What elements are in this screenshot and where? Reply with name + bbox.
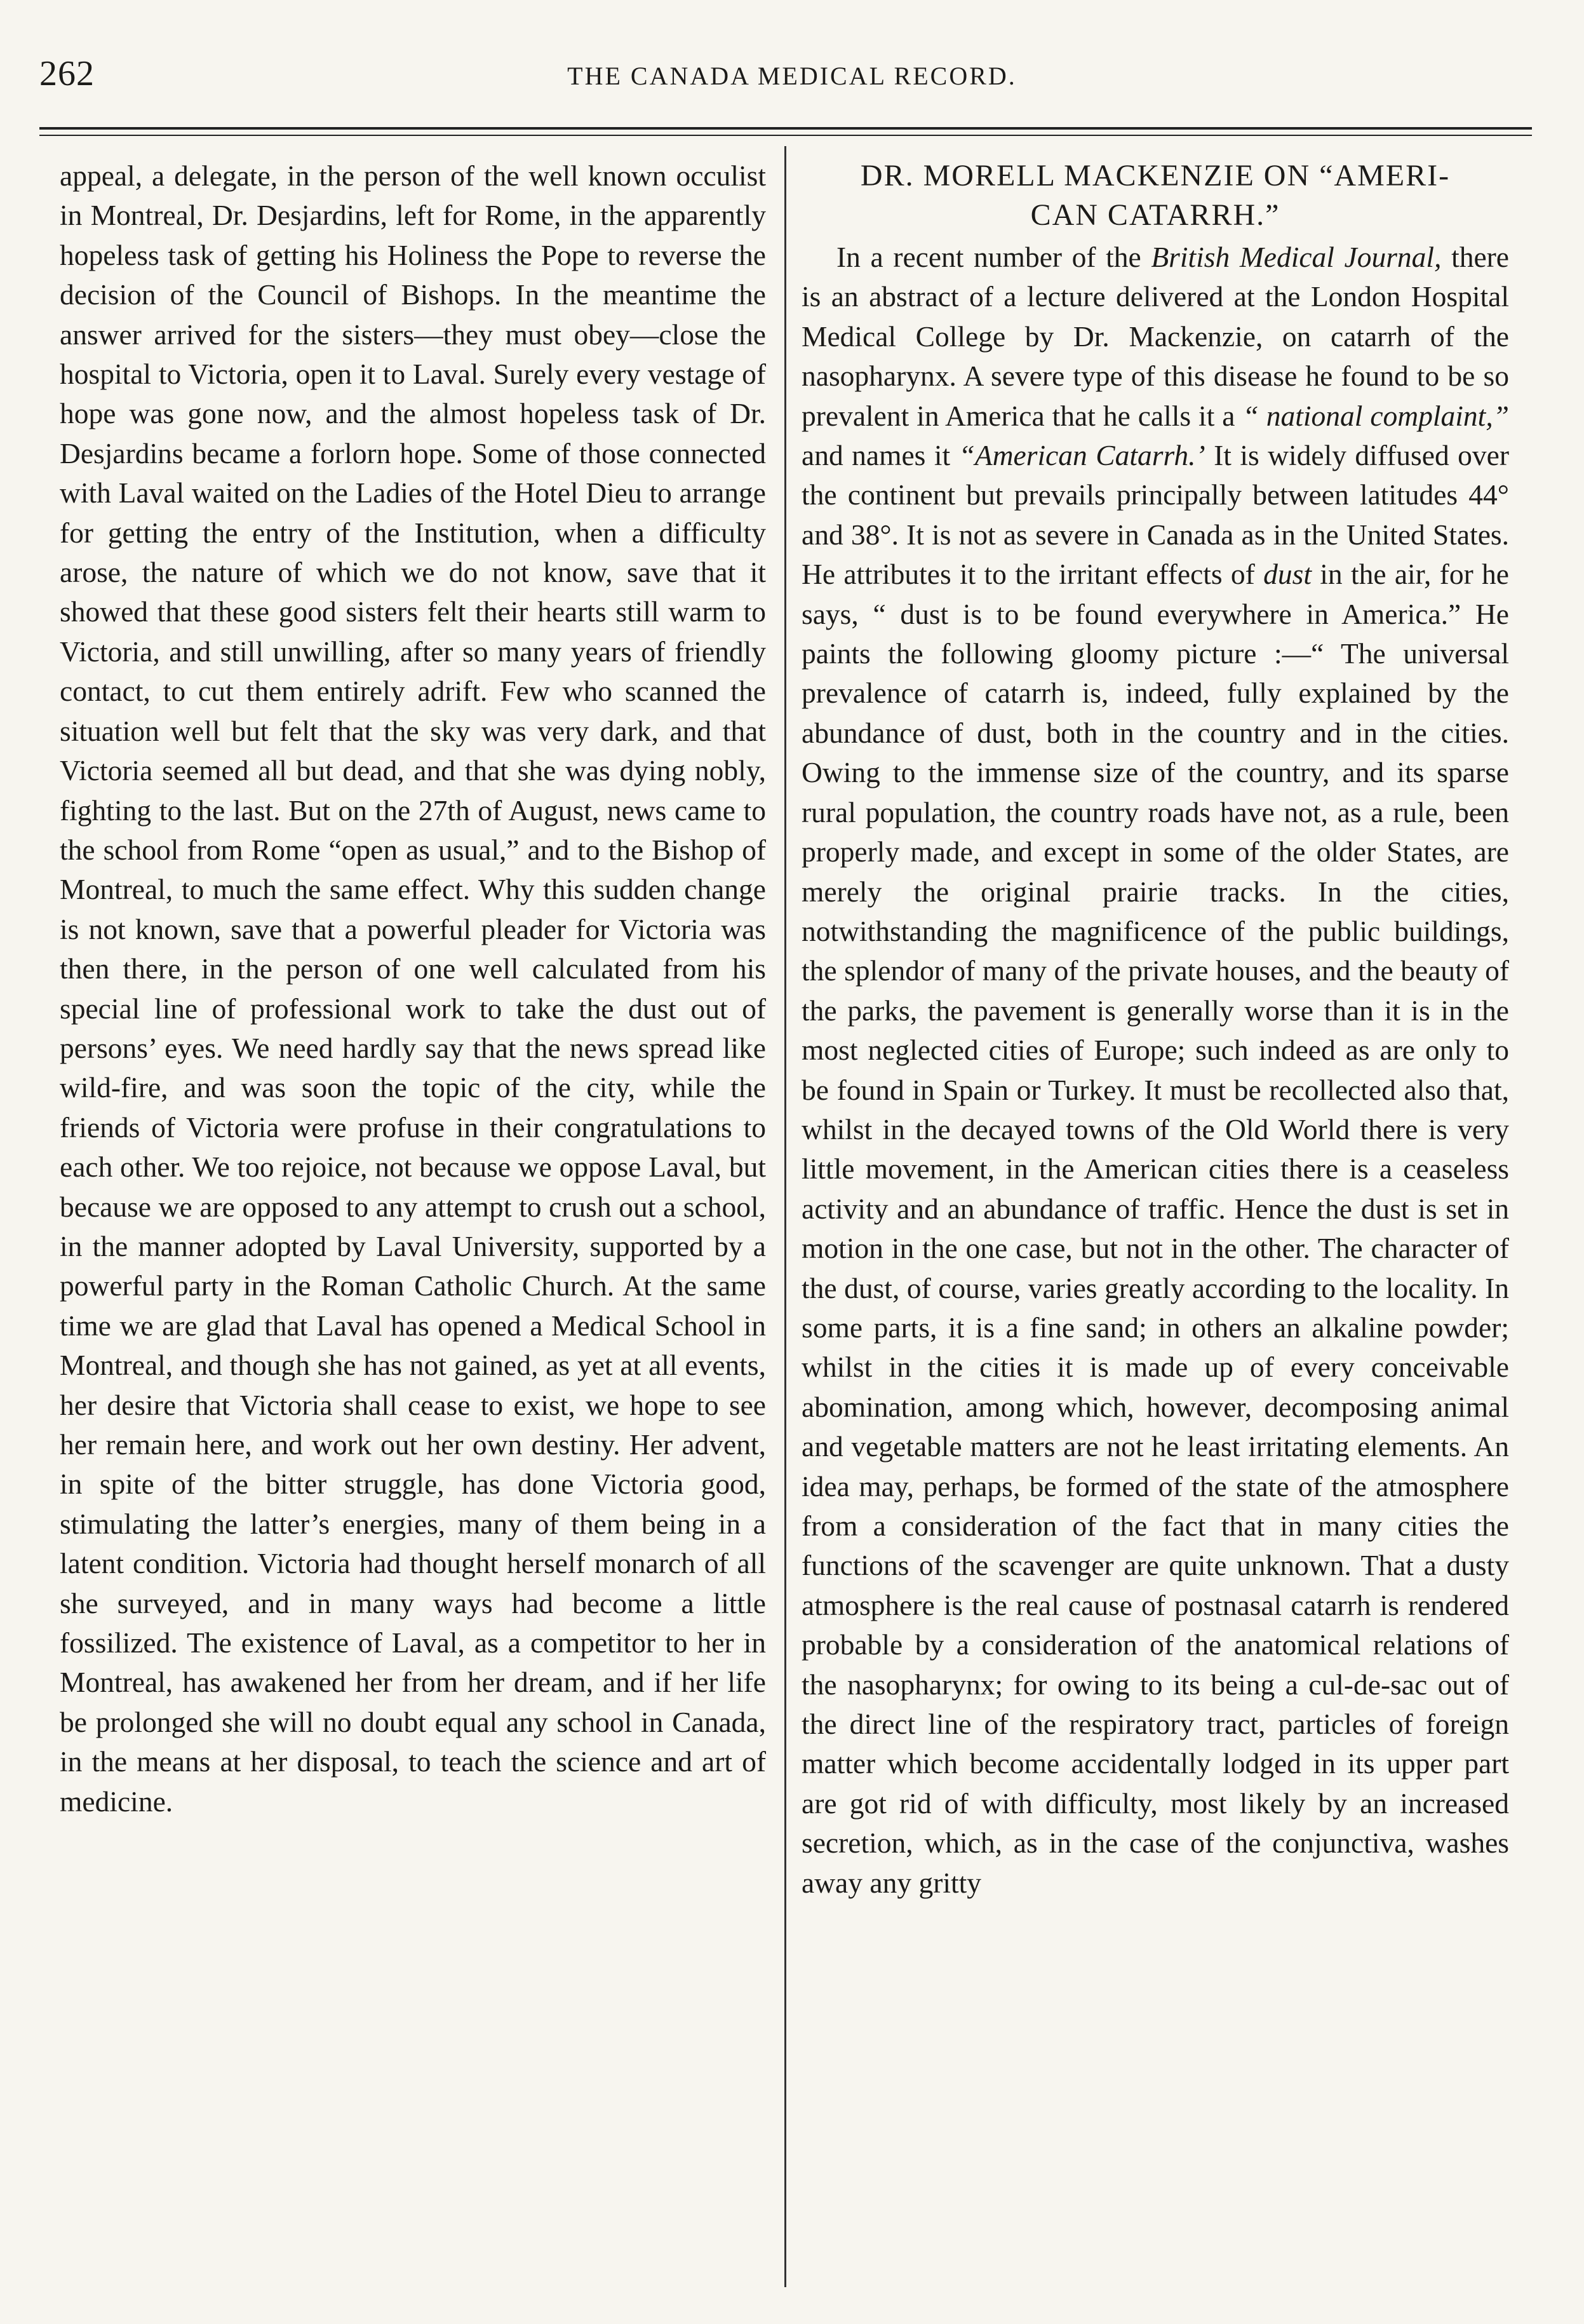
left-column <box>60 156 766 1821</box>
article-heading-line-2: CAN CATARRH.” <box>1030 198 1280 232</box>
article-text-c: and names it <box>802 439 959 472</box>
running-title: THE CANADA MEDICAL RECORD. <box>567 62 1017 90</box>
right-column <box>802 156 1509 1903</box>
page-number: 262 <box>39 54 95 93</box>
journal-title: British Medical Journal, <box>1151 241 1442 273</box>
article-text-d: It is widely diffused over the continent but prevails principally between latitudes 44° and 38°. It is not as severe in Canada as in the United States. He attributes it to the irritant effects of <box>802 439 1509 591</box>
left-paragraph: appeal, a delegate, in the person of the well known occulist in Montreal, Dr. Desjardins, left for Rome, in the apparently hopeless task of getting his Holiness the Pope to reverse the decision of the Council of Bishops. In the meantime the answer arrived for the sisters—they must obey—close the hospital to Victoria, open it to Laval. Surely every vestage of hope was gone now, and the almost hopeless task of Dr. Desjardins became a forlorn hope. Some of those connected with Laval waited on the Ladies of the Hotel Dieu to arrange for getting the entry of the Institution, when a difficulty arose, the nature of which we do not know, save that it showed that these good sisters felt their hearts still warm to Victoria, and still unwilling, after so many years of friendly contact, to cut them entirely adrift. Few who scanned the situation well but felt that the sky was very dark, and that Victoria seemed all but dead, and that she was dying nobly, fighting to the last. But on the 27th of August, news came to the school from Rome “open as usual,” and to the Bishop of Montreal, to much the same effect. Why this sudden change is not known, save that a powerful pleader for Victoria was then there, in the person of one well calculated from his special line of professional work to take the dust out of persons’ eyes. We need hardly say that the news spread like wild-fire, and was soon the topic of the city, while the friends of Victoria were profuse in their congratulations to each other. We too rejoice, not because we oppose Laval, but because we are opposed to any attempt to crush out a school, in the manner adopted by Laval University, supported by a powerful party in the Roman Catholic Church. At the same time we are glad that Laval has opened a Medical School in Montreal, and though she has not gained, as yet at all events, her desire that Victoria shall cease to exist, we hope to see her remain here, and work out her own destiny. Her advent, in spite of the bitter struggle, has done Victoria good, stimulating the latter’s energies, many of them being in a latent condition. Victoria had thought herself monarch of all she surveyed, and in many ways had become a little fossilized. The existence of Laval, as a competitor to her in Montreal, has awakened her from her dream, and if her life be prolonged she will no doubt equal any school in Canada, in the means at her disposal, to teach the science and art of medicine. <box>60 159 766 1818</box>
american-catarrh-phrase: “American Catarrh.’ <box>958 439 1205 472</box>
article-heading <box>802 156 1509 235</box>
column-divider <box>784 146 786 2287</box>
national-complaint-phrase: “ national complaint,” <box>1242 399 1509 432</box>
article-text-a: In a recent number of the <box>836 241 1151 273</box>
article-text-b: there is an abstract of a lecture delivered at the London Hospital Medical College by Dr. Mackenzie, on catarrh of the nasopharynx. A severe type of this disease he found to be so prevalent in America that he calls it a <box>802 241 1509 432</box>
dust-word: dust <box>1263 558 1312 591</box>
header-rule-thin <box>39 135 1532 136</box>
article-heading-line-1: DR. MORELL MACKENZIE ON “AMERI- <box>860 159 1451 193</box>
article-text-e: in the air, for he says, “ dust is to be found everywhere in America.” He paints the following gloomy picture :—“ The universal prevalence of catarrh is, indeed, fully explained by the abundance of dust, both in the country and in the cities. Owing to the immense size of the country, and its sparse rural population, the country roads have not, as a rule, been properly made, and except in some of the older States, are merely the original prairie tracks. In the cities, notwithstanding the magnificence of the public buildings, the splendor of many of the private houses, and the beauty of the parks, the pavement is generally worse than it is in the most neglected cities of Europe; such indeed as are only to be found in Spain or Turkey. It must be recollected also that, whilst in the decayed towns of the Old World there is very little movement, in the American cities there is a ceaseless activity and an abundance of traffic. Hence the dust is set in motion in the one case, but not in the other. The character of the dust, of course, varies greatly according to the locality. In some parts, it is a fine sand; in others an alkaline powder; whilst in the cities it is made up of every conceivable abomination, among which, however, decomposing animal and vegetable matters are not he least irritating elements. An idea may, perhaps, be formed of the state of the atmosphere from a consideration of the fact that in many cities the functions of the scavenger are quite unknown. That a dusty atmosphere is the real cause of postnasal catarrh is rendered probable by a consideration of the anatomical relations of the nasopharynx; for owing to its being a cul-de-sac out of the direct line of the respiratory tract, particles of foreign matter which become accidentally lodged in its upper part are got rid of with difficulty, most likely by an increased secretion, which, as in the case of the conjunctiva, washes away any gritty <box>802 558 1509 1899</box>
article-paragraph <box>802 238 1509 1903</box>
header-rule-thick <box>39 127 1532 130</box>
